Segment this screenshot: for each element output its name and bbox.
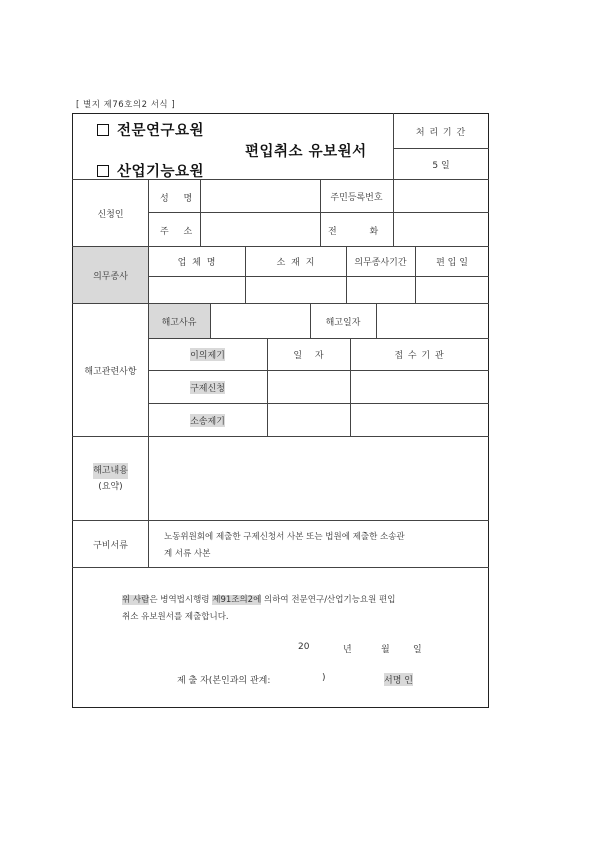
required-documents-line1: 노동위원회에 제출한 구제신청서 사본 또는 법원에 제출한 소송관: [164, 532, 405, 542]
lawsuit-date-field[interactable]: [268, 404, 350, 436]
relief-agency-field[interactable]: [351, 371, 489, 403]
applicant-section-label: 신청인: [97, 209, 124, 220]
lawsuit-agency-field[interactable]: [351, 404, 489, 436]
date-year-unit: 년: [343, 645, 352, 655]
dismissal-content-label: 해고내용 (요약): [73, 437, 148, 520]
option-industrial-agent[interactable]: 산업기능요원: [97, 160, 204, 181]
dismissal-reason-field[interactable]: [211, 304, 310, 338]
checkbox-icon[interactable]: [97, 124, 109, 136]
declaration-line1: 위 사람은 병역법시행령 제91조의2에 의하여 전문연구/산업기능요원 편입: [122, 595, 396, 605]
name-field[interactable]: [201, 180, 320, 212]
rrn-field[interactable]: [394, 180, 489, 212]
date-month-unit: 월: [381, 645, 390, 655]
dismissal-date-field[interactable]: [377, 304, 489, 338]
address-field[interactable]: [201, 213, 320, 246]
rrn-label: 주민등록번호: [330, 192, 383, 203]
required-documents-line2: 계 서류 사본: [164, 549, 211, 559]
submitter-close-paren: ): [322, 673, 326, 683]
checkbox-icon[interactable]: [97, 165, 109, 177]
processing-period-label: 처 리 기 간: [415, 127, 467, 138]
phone-label: 전 화: [328, 227, 379, 237]
duty-section-label: 의무종사: [93, 271, 128, 282]
declaration-line2: 취소 유보원서를 제출합니다.: [122, 612, 229, 622]
receiving-agency-header: 접 수 기 관: [394, 351, 445, 361]
option-research-agent[interactable]: 전문연구요원: [97, 119, 204, 140]
date-header: 일 자: [293, 351, 324, 361]
location-field[interactable]: [246, 277, 346, 303]
name-label: 성 명: [160, 194, 193, 204]
address-label: 주 소: [160, 227, 193, 237]
dismissal-section-label: 해고관련사항: [84, 366, 137, 377]
phone-field[interactable]: [394, 213, 489, 246]
dismissal-date-label: 해고일자: [325, 317, 361, 328]
duty-period-field[interactable]: [347, 277, 415, 303]
company-name-header: 업 체 명: [177, 258, 216, 268]
date-day-unit: 일: [413, 645, 422, 655]
relief-date-field[interactable]: [268, 371, 350, 403]
submitter-label: 제 출 자(본인과의 관계:: [177, 676, 271, 686]
date-year: 20: [298, 642, 310, 652]
form-reference: [ 별지 제76호의2 서식 ]: [76, 100, 176, 110]
enlistment-date-header: 편 입 일: [436, 258, 468, 268]
row-label-relief: 구제신청: [148, 371, 267, 403]
enlistment-date-field[interactable]: [416, 277, 489, 303]
row-label-objection: 이의제기: [148, 339, 267, 370]
duty-period-header: 의무종사기간: [354, 258, 407, 268]
form-title: 편입취소 유보원서: [245, 144, 367, 160]
signature-label: 서명 인: [384, 673, 413, 686]
required-documents-label: 구비서류: [93, 540, 128, 551]
row-label-lawsuit: 소송제기: [148, 404, 267, 436]
dismissal-reason-label: 해고사유: [161, 317, 197, 328]
dismissal-content-field[interactable]: [149, 437, 489, 520]
rule: [72, 567, 489, 568]
company-name-field[interactable]: [149, 277, 245, 303]
location-header: 소 재 지: [276, 258, 315, 268]
processing-period-value: 5 일: [432, 160, 450, 171]
